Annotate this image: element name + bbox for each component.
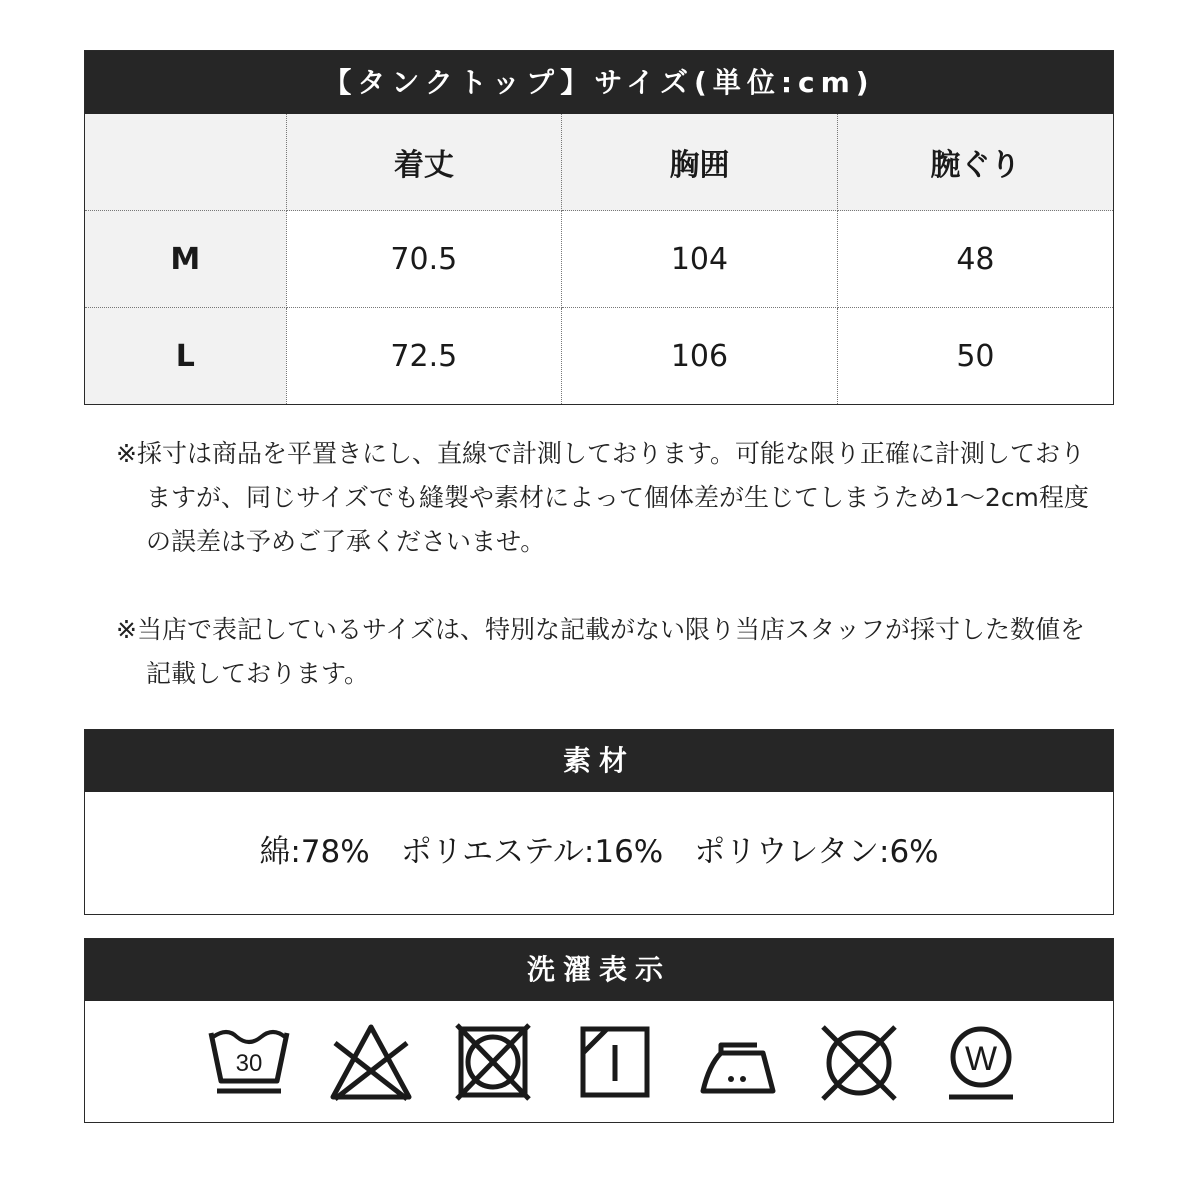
wet-clean-icon bbox=[939, 1023, 1023, 1103]
iron-medium-icon bbox=[695, 1023, 779, 1103]
table-row bbox=[85, 211, 1113, 308]
size-table bbox=[85, 114, 1113, 404]
size-value: 106 bbox=[562, 308, 838, 405]
note-text: ※当店で表記しているサイズは、特別な記載がない限り当店スタッフが採寸した数値を記載しております。 bbox=[116, 615, 1085, 688]
washing-section bbox=[84, 938, 1114, 1123]
note-text: ※採寸は商品を平置きにし、直線で計測しております。可能な限り正確に計測しておりますが、同じサイズでも縫製や素材によって個体差が生じてしまうため1〜2cm程度の誤差は予めご了承くださいませ。 bbox=[116, 439, 1089, 556]
size-source-note bbox=[116, 608, 1106, 696]
size-label: L bbox=[85, 308, 286, 405]
size-value: 72.5 bbox=[286, 308, 562, 405]
size-header-chest: 胸囲 bbox=[562, 114, 838, 211]
wash-30-icon bbox=[207, 1023, 291, 1103]
no-dry-clean-icon bbox=[817, 1023, 901, 1103]
table-row bbox=[85, 308, 1113, 405]
care-icons bbox=[85, 1001, 1113, 1122]
material-title: 素材 bbox=[85, 730, 1113, 792]
measurement-note bbox=[116, 432, 1106, 564]
material-section bbox=[84, 729, 1114, 915]
material-composition: 綿:78% ポリエステル:16% ポリウレタン:6% bbox=[259, 834, 939, 870]
no-tumble-dry-icon bbox=[451, 1023, 535, 1103]
wash-temp-label: 30 bbox=[235, 1050, 263, 1077]
size-header-length: 着丈 bbox=[286, 114, 562, 211]
size-header-armhole: 腕ぐり bbox=[837, 114, 1113, 211]
shade-line-dry-icon bbox=[573, 1023, 657, 1103]
size-value: 104 bbox=[562, 211, 838, 308]
size-header-blank bbox=[85, 114, 286, 211]
size-value: 48 bbox=[837, 211, 1113, 308]
size-value: 70.5 bbox=[286, 211, 562, 308]
size-value: 50 bbox=[837, 308, 1113, 405]
size-label: M bbox=[85, 211, 286, 308]
size-table-section bbox=[84, 50, 1114, 405]
size-table-title: 【タンクトップ】サイズ(単位:cm) bbox=[85, 51, 1113, 114]
size-table-header-row bbox=[85, 114, 1113, 211]
wet-clean-letter: W bbox=[964, 1040, 998, 1078]
washing-title: 洗濯表示 bbox=[85, 939, 1113, 1001]
no-bleach-icon bbox=[329, 1023, 413, 1103]
